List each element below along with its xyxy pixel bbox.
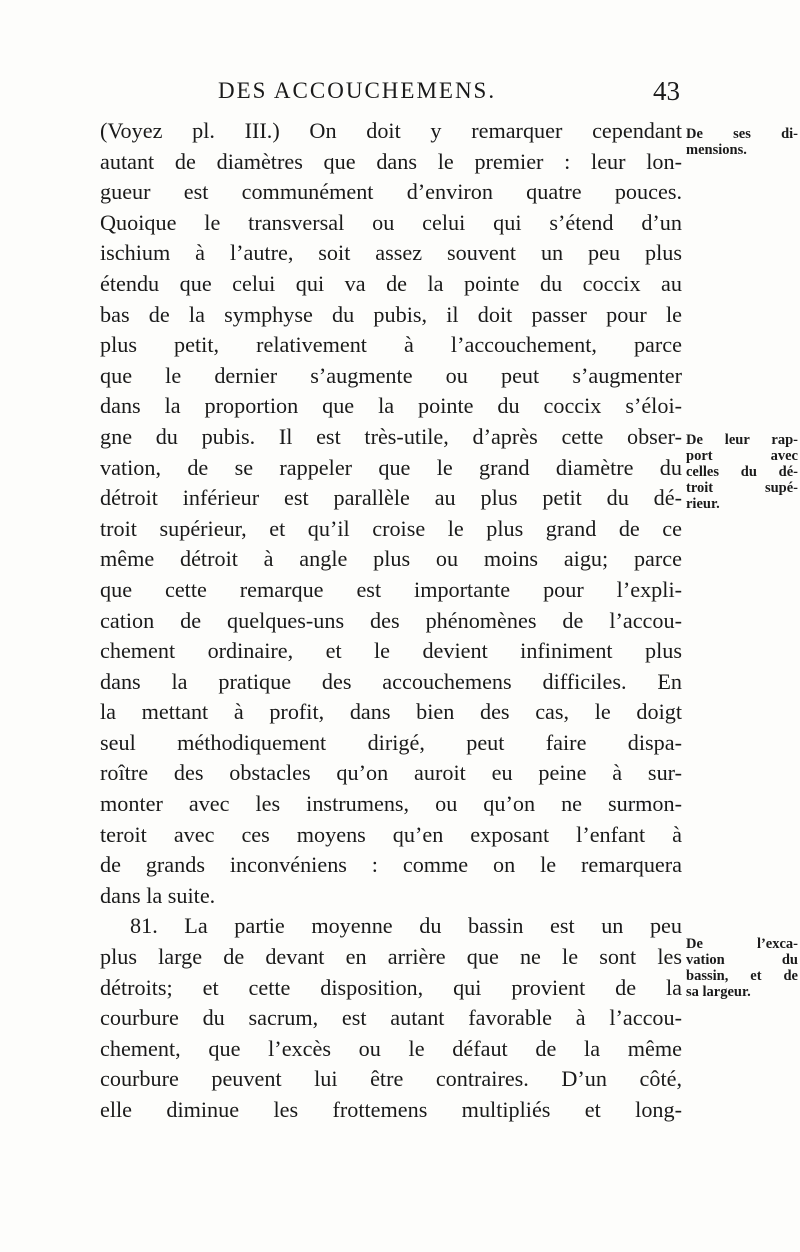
margin-note-relation bbox=[686, 432, 798, 512]
text-line: cation de quelques-uns des phénomènes de l’accou- bbox=[100, 607, 682, 633]
text-line: même détroit à angle plus ou moins aigu; parce bbox=[100, 546, 682, 572]
text-line: ischium à l’autre, soit assez souvent un peu plus bbox=[100, 240, 682, 266]
page-number: 43 bbox=[653, 76, 680, 106]
text-line: dans la pratique des accouchemens difficiles. En bbox=[100, 668, 682, 694]
margin-note-line: De leur rap- bbox=[686, 432, 798, 448]
text-line: vation, de se rappeler que le grand diamètre du bbox=[100, 454, 682, 480]
text-line: monter avec les instrumens, ou qu’on ne surmon- bbox=[100, 791, 682, 817]
margin-note-line: bassin, et de bbox=[686, 968, 798, 984]
text-line: seul méthodiquement dirigé, peut faire dispa- bbox=[100, 729, 682, 755]
margin-note-line: port avec bbox=[686, 448, 798, 464]
text-line: étendu que celui qui va de la pointe du coccix au bbox=[100, 270, 682, 296]
running-title: DES ACCOUCHEMENS. bbox=[218, 78, 497, 103]
margin-note-dimensions bbox=[686, 126, 798, 158]
text-line: détroits; et cette disposition, qui provient de la bbox=[100, 974, 682, 1000]
text-line: chement, que l’excès ou le défaut de la même bbox=[100, 1035, 682, 1061]
paragraph-81-start: 81. La partie moyenne du bassin est un peu bbox=[130, 913, 682, 939]
text-line: détroit inférieur est parallèle au plus petit du dé- bbox=[100, 485, 682, 511]
text-line: teroit avec ces moyens qu’en exposant l’enfant à bbox=[100, 821, 682, 847]
text-line: elle diminue les frottemens multipliés et long- bbox=[100, 1097, 682, 1122]
margin-note-line: rieur. bbox=[686, 496, 720, 512]
text-line: dans la proportion que la pointe du coccix s’éloi- bbox=[100, 393, 682, 419]
text-line: que cette remarque est importante pour l’expli- bbox=[100, 576, 682, 602]
body-text bbox=[100, 116, 682, 1126]
text-line: troit supérieur, et qu’il croise le plus grand de ce bbox=[100, 515, 682, 541]
text-line: courbure peuvent lui être contraires. D’un côté, bbox=[100, 1066, 682, 1092]
text-line: (Voyez pl. III.) On doit y remarquer cependant bbox=[100, 118, 682, 143]
text-line: Quoique le transversal ou celui qui s’étend d’un bbox=[100, 209, 682, 235]
text-line: roître des obstacles qu’on auroit eu peine à sur- bbox=[100, 760, 682, 786]
text-line: courbure du sacrum, est autant favorable à l’accou- bbox=[100, 1005, 682, 1031]
text-line: que le dernier s’augmente ou peut s’augmenter bbox=[100, 362, 682, 388]
text-line: la mettant à profit, dans bien des cas, le doigt bbox=[100, 699, 682, 725]
margin-note-line: troit supé- bbox=[686, 480, 798, 496]
text-line: bas de la symphyse du pubis, il doit passer pour le bbox=[100, 301, 682, 327]
text-line: gueur est communément d’environ quatre pouces. bbox=[100, 179, 682, 205]
page-header bbox=[100, 78, 680, 112]
text-line: de grands inconvéniens : comme on le remarquera bbox=[100, 852, 682, 878]
margin-note-excavation bbox=[686, 936, 798, 1000]
text-line: plus large de devant en arrière que ne le sont les bbox=[100, 944, 682, 970]
text-line: chement ordinaire, et le devient infiniment plus bbox=[100, 638, 682, 664]
margin-note-line: sa largeur. bbox=[686, 984, 751, 1000]
margin-note-line: celles du dé- bbox=[686, 464, 798, 480]
text-line: autant de diamètres que dans le premier : leur lon- bbox=[100, 148, 682, 174]
margin-note-line: De l’exca- bbox=[686, 936, 798, 952]
margin-note-line: mensions. bbox=[686, 142, 747, 158]
text-line: dans la suite. bbox=[100, 882, 216, 908]
margin-note-line: De ses di- bbox=[686, 126, 798, 142]
text-line: plus petit, relativement à l’accouchement, parce bbox=[100, 332, 682, 358]
margin-note-line: vation du bbox=[686, 952, 798, 968]
text-line: gne du pubis. Il est très-utile, d’après cette obser- bbox=[100, 423, 682, 449]
